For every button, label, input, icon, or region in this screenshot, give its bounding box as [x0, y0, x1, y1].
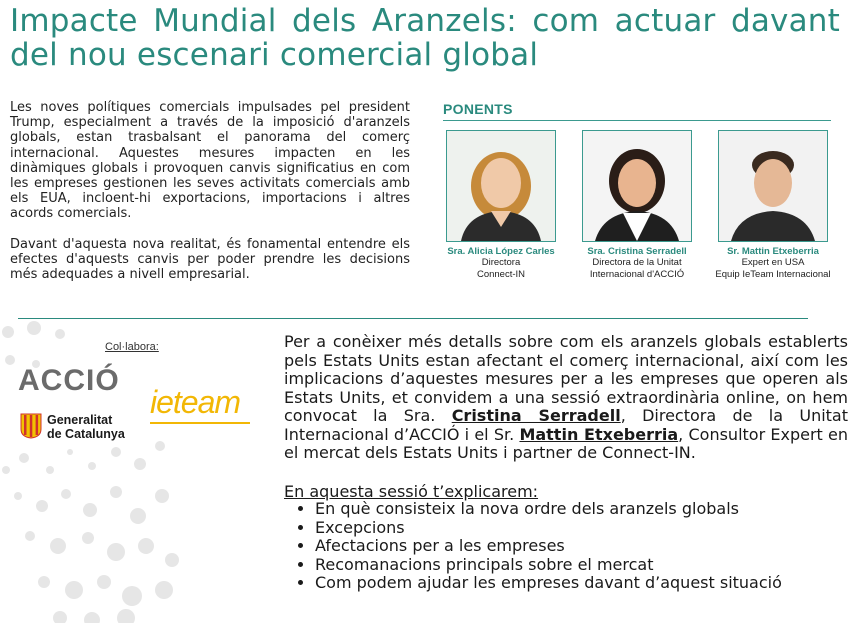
speaker-card-cristina [567, 130, 707, 280]
speaker-company: Connect-IN [476, 268, 526, 280]
section-divider [18, 318, 808, 319]
intro-paragraph-2: Davant d'aquesta nova realitat, és fonamental entendre els efectes d'aquests canvis per poder prendre les decisions més adequades a nivell empresarial. [10, 236, 410, 283]
speaker-card-mattin [703, 130, 843, 280]
session-topics-heading: En aquesta sessió t’explicarem: [284, 482, 539, 501]
speaker-photo-mattin [718, 130, 828, 242]
intro-paragraph-1: Les noves polítiques comercials impulsades pel president Trump, especialment a través de la imposició d'aranzels globals, estan trasbalsant el panorama del comerç internacional. Aquestes mesures impacten en les dinàmiques globals i provoquen canvis significatius en com les empreses gestionen les seves activitats comercials amb els EUA, incloent-hi exportacions, importacions i altres acords comercials. [10, 100, 410, 222]
speaker-role: Expert en USA [741, 257, 805, 268]
speaker-card-alicia [431, 130, 571, 280]
speaker-company: Internacional d'ACCIÓ [589, 268, 685, 280]
generalitat-shield-icon [20, 413, 42, 439]
speaker-link-cristina: Cristina Serradell [451, 406, 621, 425]
session-topics-list [284, 500, 782, 593]
speaker-role: Directora de la Unitat [592, 257, 682, 268]
page-title: Impacte Mundial dels Aranzels: com actuar davant del nou escenari comercial global [10, 3, 840, 73]
speaker-company: Equip IeTeam Internacional [715, 268, 831, 280]
collaborates-label: Col·labora: [105, 341, 159, 353]
ieteam-underline [150, 422, 250, 424]
list-item: • Com podem ajudar les empreses davant d’aquest situació [315, 574, 782, 593]
speaker-name: Sra. Cristina Serradell [587, 246, 687, 257]
invitation-text: Per a conèixer més detalls sobre com els aranzels globals establerts pels Estats Units estan afectant el comerç internacional, així com les implicacions d’aquestes mesures per a les empreses que operen als Estats Units, et convidem a una sessió extraordinària online, on hem convocat la Sra. Cristina Serradell, Directora de la Unitat Internacional d’ACCIÓ i el Sr. Mattin Etxeberria, Consultor Expert en el mercat dels Estats Units i partner de Connect-IN. [284, 332, 849, 462]
ieteam-logo: ieteam [150, 384, 241, 420]
speaker-name: Sr. Mattin Etxeberria [727, 246, 819, 257]
ponents-divider [443, 120, 831, 121]
list-item: • Excepcions [315, 519, 782, 538]
list-item: • En què consisteix la nova ordre dels aranzels globals [315, 500, 782, 519]
speaker-link-mattin: Mattin Etxeberria [519, 424, 679, 444]
accio-logo: ACCIÓ [18, 364, 120, 397]
speaker-name: Sra. Alicia López Carles [447, 246, 555, 257]
ponents-heading: PONENTS [443, 101, 513, 117]
speaker-role: Directora [481, 257, 521, 268]
intro-text [10, 100, 410, 297]
speaker-photo-alicia [446, 130, 556, 242]
speaker-photo-cristina [582, 130, 692, 242]
generalitat-logo-text: Generalitat de Catalunya [47, 413, 125, 441]
list-item: • Afectacions per a les empreses [315, 537, 782, 556]
list-item: • Recomanacions principals sobre el mercat [315, 556, 782, 575]
